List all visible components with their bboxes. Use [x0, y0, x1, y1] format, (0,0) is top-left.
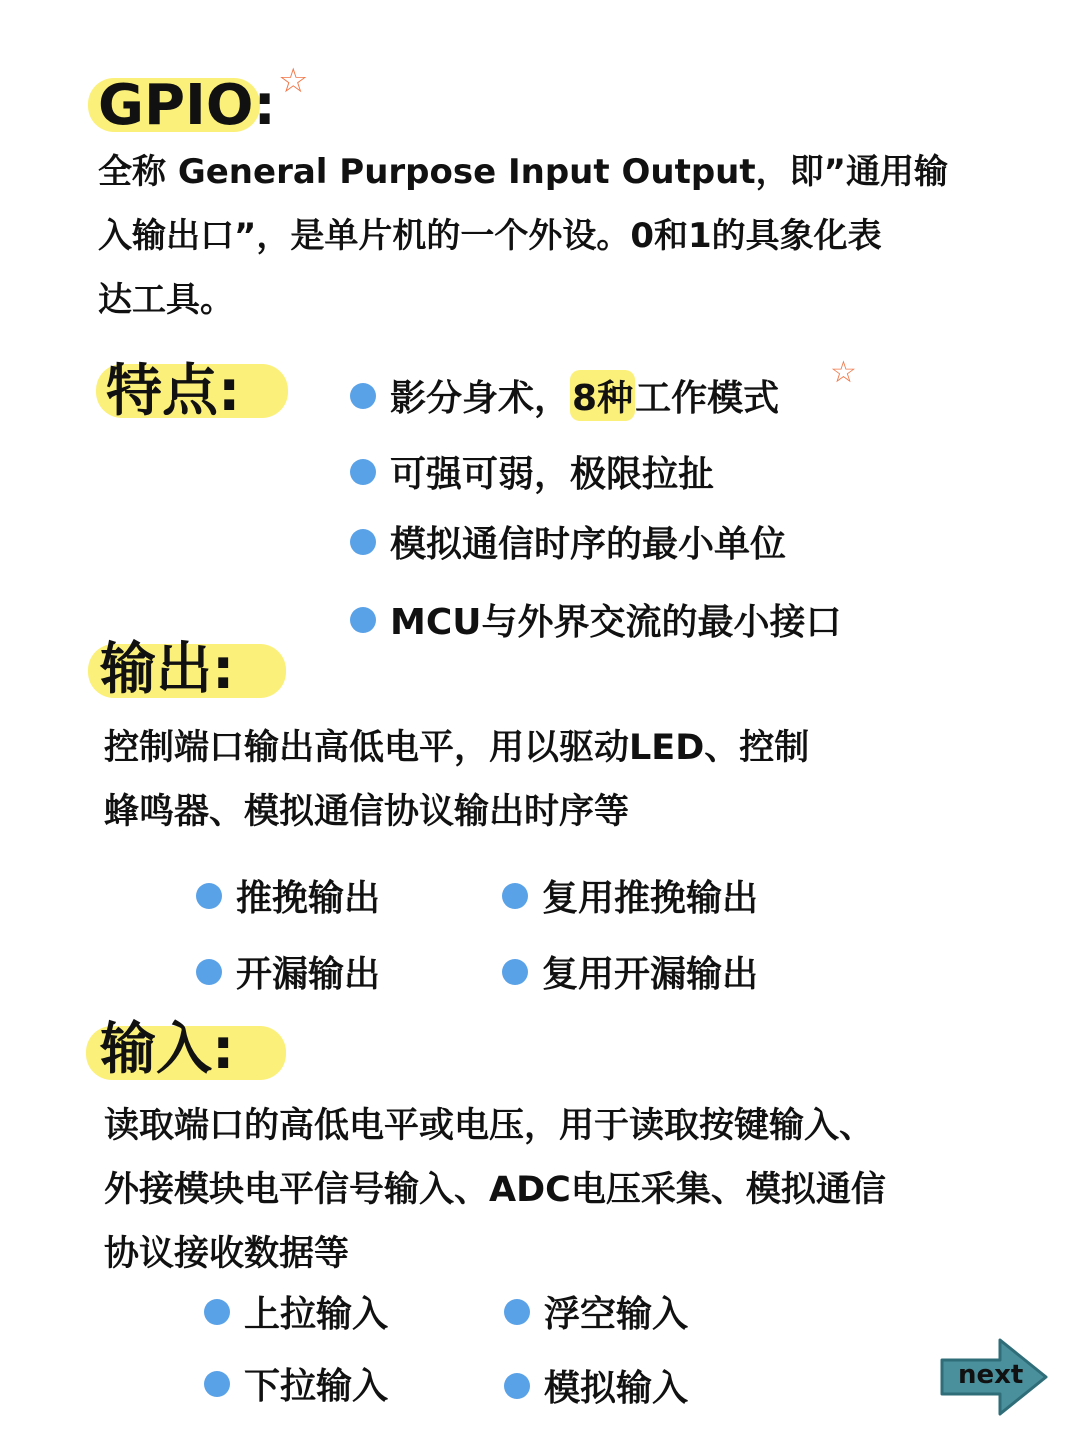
output-mode-af-push-pull	[502, 870, 758, 921]
feature-item-3-text: 模拟通信时序的最小单位	[390, 524, 787, 565]
input-desc-line-2: 外接模块电平信号输入、ADC电压采集、模拟通信	[104, 1170, 886, 1210]
input-desc-line-1: 读取端口的高低电平或电压，用于读取按键输入、	[104, 1106, 875, 1146]
gpio-title: GPIO:	[98, 73, 276, 138]
feature-item-2-text: 可强可弱，极限拉扯	[390, 454, 715, 495]
input-mode-pull-down	[204, 1358, 388, 1409]
bullet-dot	[204, 1299, 230, 1325]
output-description	[104, 716, 1004, 844]
bullet-dot	[350, 607, 376, 633]
output-mode-label: 推挽输出	[236, 878, 381, 919]
input-desc-line-3: 协议接收数据等	[104, 1234, 350, 1274]
feature-item-2	[350, 446, 714, 497]
bullet-dot	[204, 1371, 230, 1397]
bullet-dot	[504, 1373, 530, 1399]
feature-item-1-highlight: 8种	[570, 370, 635, 421]
input-title: 输入:	[100, 1017, 235, 1082]
output-mode-label: 复用开漏输出	[542, 954, 759, 995]
input-description	[104, 1094, 1064, 1286]
output-mode-push-pull	[196, 870, 380, 921]
output-desc-line-2: 蜂鸣器、模拟通信协议输出时序等	[104, 792, 630, 832]
bullet-dot	[196, 883, 222, 909]
output-mode-af-open-drain	[502, 946, 758, 997]
gpio-desc-line-3: 达工具。	[98, 280, 234, 320]
star-icon: ☆	[278, 61, 309, 101]
gpio-desc-line-1: 全称 General Purpose Input Output，即”通用输	[98, 152, 948, 192]
gpio-desc-line-2: 入输出口”，是单片机的一个外设。0和1的具象化表	[98, 216, 882, 256]
features-title: 特点:	[106, 359, 241, 424]
input-mode-label: 浮空输入	[544, 1294, 689, 1335]
input-mode-floating	[504, 1286, 688, 1337]
bullet-dot	[350, 529, 376, 555]
output-mode-label: 复用推挽输出	[542, 878, 759, 919]
feature-item-4	[350, 594, 841, 645]
feature-item-3	[350, 516, 786, 567]
output-mode-label: 开漏输出	[236, 954, 381, 995]
bullet-dot	[196, 959, 222, 985]
bullet-dot	[350, 383, 376, 409]
output-mode-open-drain	[196, 946, 380, 997]
feature-item-1-text-post: 工作模式	[635, 378, 780, 419]
gpio-description	[98, 140, 1073, 332]
output-desc-line-1: 控制端口输出高低电平，用以驱动LED、控制	[104, 728, 810, 768]
input-mode-analog	[504, 1360, 688, 1411]
star-icon: ☆	[830, 355, 857, 390]
next-button[interactable]	[938, 1336, 1050, 1418]
input-mode-label: 下拉输入	[244, 1366, 389, 1407]
feature-item-1-text-pre: 影分身术，	[390, 378, 571, 419]
input-mode-label: 上拉输入	[244, 1294, 389, 1335]
output-title: 输出:	[100, 637, 235, 702]
feature-item-1	[350, 370, 779, 421]
bullet-dot	[350, 459, 376, 485]
input-mode-pull-up	[204, 1286, 388, 1337]
bullet-dot	[502, 883, 528, 909]
bullet-dot	[502, 959, 528, 985]
next-button-label: next	[958, 1360, 1024, 1390]
input-mode-label: 模拟输入	[544, 1368, 689, 1409]
feature-item-4-text: MCU与外界交流的最小接口	[390, 602, 842, 643]
bullet-dot	[504, 1299, 530, 1325]
